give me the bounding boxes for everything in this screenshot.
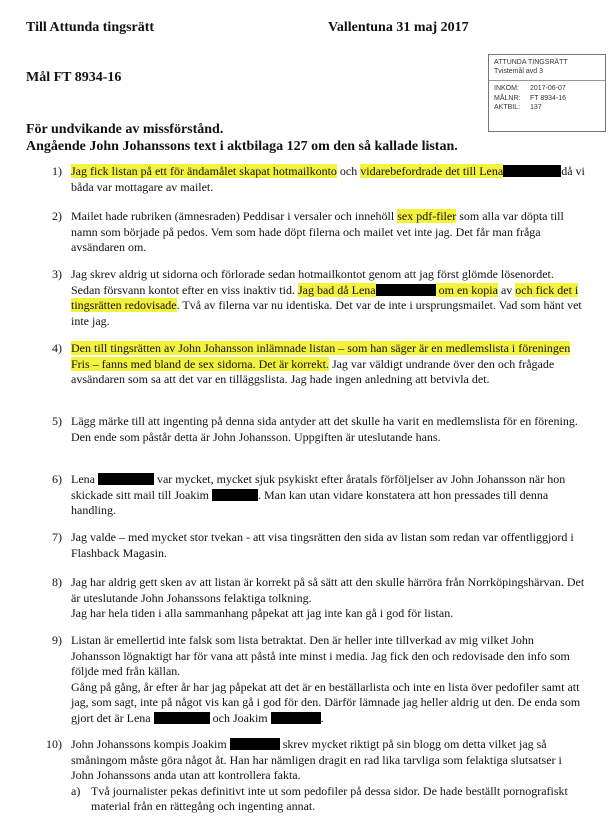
recipient: Till Attunda tingsrätt <box>26 20 155 35</box>
sub-item-text: Två journalister pekas definitivt inte ut som pedofiler på dessa sidor. De hade beställt pornografiskt material från en rättegång och ingenting annat. <box>91 783 568 814</box>
text-span: och Joakim <box>209 710 271 725</box>
stamp-division: Tvistemål avd 3 <box>494 68 544 75</box>
stamp-row-value: 2017-06-07 <box>530 85 566 92</box>
item-text <box>71 164 586 195</box>
list-item <box>26 267 586 329</box>
text-span: Jag valde – med mycket stor tvekan - att visa tingsrätten den sida av listan som redan var offentliggjord i Flashback Magasin. <box>71 530 574 560</box>
text-span: då vi båda var mottagare av mailet. <box>71 164 585 194</box>
list-item <box>26 737 586 815</box>
highlighted-text: sex pdf-filer <box>397 209 457 223</box>
redaction-bar <box>154 712 210 724</box>
item-number: 6) <box>52 472 62 486</box>
sub-item <box>71 784 586 815</box>
stamp-row-value: 137 <box>530 104 542 111</box>
list-item <box>26 633 586 727</box>
text-span: och <box>336 164 361 178</box>
item-number: 8) <box>52 575 62 589</box>
text-span: Mailet hade rubriken (ämnesraden) Peddisar i versaler och innehöll <box>71 209 398 223</box>
intro-line-1: För undvikande av missförstånd. <box>26 122 224 137</box>
item-number: 2) <box>52 209 62 223</box>
list-item <box>26 414 586 445</box>
item-number: 5) <box>52 414 62 428</box>
item-text <box>71 737 586 784</box>
highlighted-text: och fick det i tingsrätten redovisade <box>71 282 579 313</box>
list-item <box>26 530 586 561</box>
stamp-row <box>494 84 600 94</box>
highlighted-text: Jag bad då Lena <box>297 282 376 297</box>
redaction-bar <box>376 284 436 296</box>
list-item <box>26 164 586 195</box>
redaction-bar <box>230 738 280 750</box>
stamp-row-label: MÅLNR: <box>494 94 521 102</box>
text-span: Jag har aldrig gett sken av att listan är korrekt på så sätt att den skulle härröra från Norrköpingshärvan. Det är uteslutande John Johanssons felaktiga tolkning. <box>71 575 585 605</box>
item-number: 7) <box>52 530 62 544</box>
item-text <box>71 267 586 329</box>
item-number: 4) <box>52 341 62 355</box>
text-span: Jag skrev aldrig ut sidorna och förlorade sedan hotmailkontot genom att jag först glömde lösenordet. Sedan försvann kontot efter en viss inaktiv tid. <box>71 267 554 297</box>
text-span: av <box>497 282 516 297</box>
text-span: Jag har hela tiden i alla sammanhang påpekat att jag inte kan gå i god för listan. <box>71 606 454 621</box>
text-span: Lena <box>71 472 98 486</box>
text-span: . <box>320 710 324 725</box>
item-number: 3) <box>52 267 62 281</box>
intro <box>26 121 458 155</box>
text-span: Lägg märke till att ingenting på denna sida antyder att det skulle ha varit en medlemslista för en förening. Den ende som påstår detta är John Johansson. Uppgiften är uteslutande hans. <box>71 414 578 444</box>
text-span: . Två av filerna var nu identiska. Det var de inte i ursprungsmailet. Vad som hänt vet inte jag. <box>71 298 582 328</box>
intro-line-2: Angående John Johanssons text i aktbilaga 127 om den så kallade listan. <box>26 139 458 154</box>
stamp-row <box>494 103 600 113</box>
item-number: 10) <box>46 737 62 751</box>
text-span: som alla var döpta till namn som började på pedos. Vem som hade döpt filerna och mailet vet inte jag. Det får man fråga avsändaren om. <box>71 209 564 255</box>
place-date: Vallentuna 31 maj 2017 <box>328 20 469 35</box>
stamp-court: ATTUNDA TINGSRÄTT <box>494 59 568 66</box>
text-span: Gång på gång, år efter år har jag påpekat att det är en beställarlista och inte en lista över pedofiler samt att jag, som sagt, inte på något vis kan gå i god för den. Därför lämnade jag heller aldrig ut den. De enda som gjort det är Lena <box>71 679 581 725</box>
text-span: skrev mycket riktigt på sin blogg om detta vilket jag så småningom måste göra något åt. Han har nämligen dragit en rad lika tarvliga som felaktiga slutsatser i John Johanssons anda utan att kontrollera fakta. <box>71 737 562 783</box>
item-text <box>71 633 586 727</box>
item-text <box>71 472 586 519</box>
text-span: . Man kan utan vidare konstatera att hon pressades till denna handling. <box>71 487 549 518</box>
redaction-bar <box>212 489 258 501</box>
item-text <box>71 414 586 445</box>
list-item <box>26 472 586 519</box>
highlighted-text: Jag fick listan på ett för ändamålet skapat hotmailkonto <box>71 164 337 178</box>
list-item <box>26 341 586 388</box>
item-number: 1) <box>52 164 62 178</box>
highlighted-text: vidarebefordrade det till Lena <box>360 164 504 178</box>
received-stamp <box>488 54 606 132</box>
highlighted-text: Den till tingsrätten av John Johansson inlämnade listan – som han säger är en medlemslista i föreningen Fris – fanns med bland de sex sidorna. Det är korrekt. <box>71 341 571 371</box>
redaction-bar <box>503 165 561 177</box>
item-text <box>71 341 586 388</box>
highlighted-text: om en kopia <box>435 282 498 297</box>
item-text <box>71 530 586 561</box>
list-item <box>26 209 586 256</box>
text-span: Listan är emellertid inte falsk som lista betraktat. Den är heller inte tillverkad av mig vilket John Johansson lögnaktigt har för vana att påstå inte minst i media. Jag fick den och redovisade den info som följde med från källan. <box>71 633 570 679</box>
redaction-bar <box>271 712 321 724</box>
list-item <box>26 575 586 622</box>
sub-item-label: a) <box>71 783 81 798</box>
item-number: 9) <box>52 633 62 647</box>
redaction-bar <box>98 473 154 485</box>
stamp-row-label: AKTBIL: <box>494 104 521 111</box>
item-text <box>71 209 586 256</box>
item-text <box>71 575 586 622</box>
text-span: John Johanssons kompis Joakim <box>71 737 230 751</box>
text-span: Jag var väldigt undrande över den och frågade avsändaren som sa att det var en tilläggslista. Jag hade ingen anledning att betvivla det. <box>71 356 555 387</box>
stamp-row <box>494 94 600 104</box>
case-number: Mål FT 8934-16 <box>26 70 122 85</box>
text-span: var mycket, mycket sjuk psykiskt efter åratals förföljelser av John Johansson när hon skickade sitt mail till Joakim <box>71 472 566 502</box>
stamp-row-value: FT 8934-16 <box>530 94 567 102</box>
stamp-row-label: INKOM: <box>494 85 519 92</box>
